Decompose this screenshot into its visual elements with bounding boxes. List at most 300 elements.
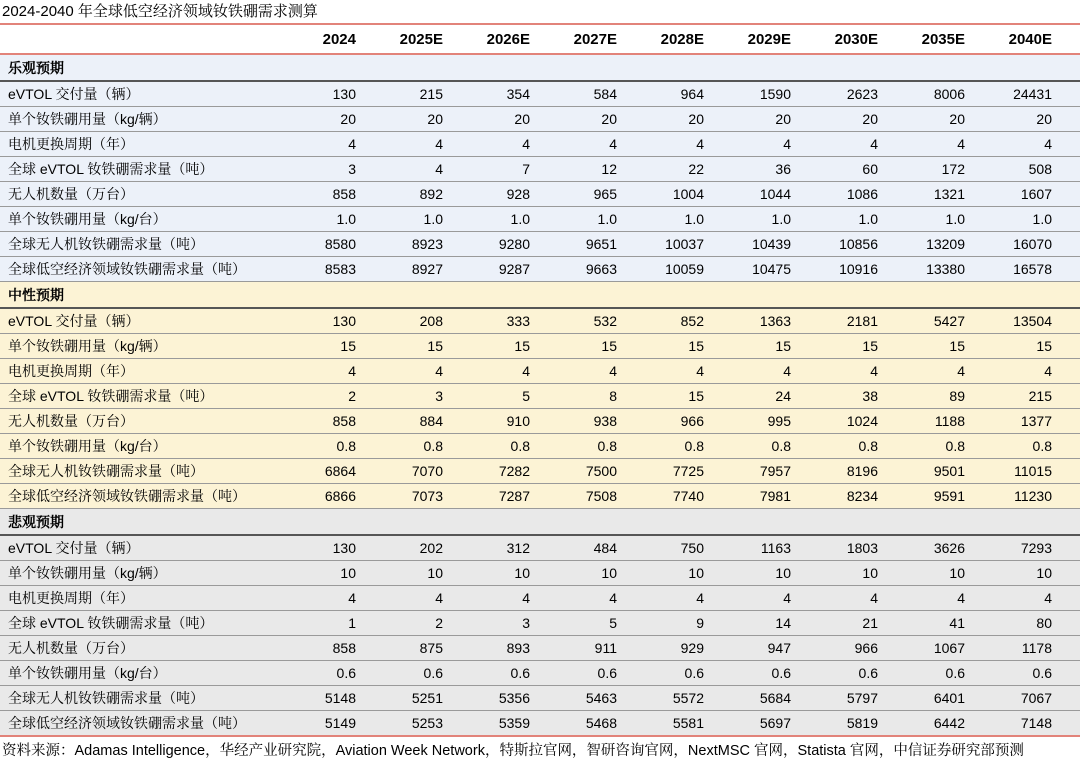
value-cell: 14 — [775, 615, 791, 631]
row-label: 无人机数量（万台） — [8, 640, 134, 656]
section-title: 悲观预期 — [8, 513, 64, 530]
spacer-cell — [1052, 207, 1080, 232]
value-cell: 1163 — [760, 540, 791, 556]
value-cell: 10 — [514, 565, 530, 581]
value-cell: 15 — [688, 388, 704, 404]
year-column-header: 2024 — [322, 30, 356, 48]
value-cell: 11230 — [1014, 488, 1052, 504]
value-cell: 1004 — [672, 186, 704, 202]
value-cell: 5149 — [324, 715, 356, 731]
value-cell: 858 — [332, 413, 356, 429]
value-cell: 1.0 — [423, 211, 443, 227]
spacer-cell — [1052, 636, 1080, 661]
row-label: 全球低空经济领域钕铁硼需求量（吨） — [8, 488, 246, 504]
value-cell: 4 — [870, 590, 878, 606]
value-cell: 8923 — [411, 236, 443, 252]
spacer-cell — [1052, 232, 1080, 257]
value-cell: 9287 — [498, 261, 530, 277]
row-label: eVTOL 交付量（辆） — [8, 313, 140, 329]
spacer-cell — [1052, 611, 1080, 636]
value-cell: 3 — [348, 161, 356, 177]
value-cell: 6401 — [933, 690, 965, 706]
value-cell: 7287 — [498, 488, 530, 504]
value-cell: 15 — [514, 338, 530, 354]
value-cell: 2623 — [846, 86, 878, 102]
value-cell: 8196 — [846, 463, 878, 479]
value-cell: 7500 — [585, 463, 617, 479]
spacer-cell — [1052, 535, 1080, 561]
value-cell: 4 — [609, 590, 617, 606]
value-cell: 9 — [696, 615, 704, 631]
year-column-header: 2029E — [747, 30, 791, 48]
value-cell: 965 — [593, 186, 617, 202]
table-row — [0, 434, 1080, 459]
table-row — [0, 561, 1080, 586]
value-cell: 333 — [506, 313, 530, 329]
table-row — [0, 484, 1080, 509]
table-row — [0, 107, 1080, 132]
value-cell: 1044 — [759, 186, 791, 202]
value-cell: 5427 — [933, 313, 965, 329]
value-cell: 0.8 — [597, 438, 617, 454]
value-cell: 20 — [514, 111, 530, 127]
value-cell: 10037 — [665, 236, 704, 252]
row-label: eVTOL 交付量（辆） — [8, 540, 140, 556]
value-cell: 1590 — [759, 86, 791, 102]
row-label: 单个钕铁硼用量（kg/辆） — [8, 565, 167, 581]
value-cell: 3626 — [933, 540, 965, 556]
value-cell: 8006 — [933, 86, 965, 102]
value-cell: 0.8 — [945, 438, 965, 454]
value-cell: 2 — [435, 615, 443, 631]
value-cell: 3 — [435, 388, 443, 404]
spacer-cell — [1052, 384, 1080, 409]
value-cell: 0.6 — [597, 665, 617, 681]
value-cell: 7073 — [411, 488, 443, 504]
value-cell: 928 — [506, 186, 530, 202]
value-cell: 4 — [1044, 590, 1052, 606]
value-cell: 60 — [862, 161, 878, 177]
source-note: 资料来源：Adamas Intelligence，华经产业研究院，Aviation Week Network，特斯拉官网，智研咨询官网，NextMSC 官网，Statista 官网，中信证券研究部预测 — [2, 743, 1024, 759]
value-cell: 20 — [601, 111, 617, 127]
page-title: 2024-2040 年全球低空经济领域钕铁硼需求测算 — [2, 3, 318, 20]
value-cell: 966 — [680, 413, 704, 429]
value-cell: 6864 — [324, 463, 356, 479]
spacer-cell — [1052, 686, 1080, 711]
value-cell: 5253 — [411, 715, 443, 731]
spacer-cell — [1052, 484, 1080, 509]
value-cell: 10 — [427, 565, 443, 581]
value-cell: 4 — [783, 363, 791, 379]
value-cell: 875 — [419, 640, 443, 656]
value-cell: 1.0 — [945, 211, 965, 227]
value-cell: 20 — [688, 111, 704, 127]
value-cell: 1.0 — [336, 211, 356, 227]
value-cell: 89 — [949, 388, 965, 404]
value-cell: 5468 — [585, 715, 617, 731]
row-label: 电机更换周期（年） — [8, 136, 134, 152]
table-body — [0, 54, 1080, 736]
spacer-cell — [1052, 107, 1080, 132]
table-row — [0, 334, 1080, 359]
value-cell: 5 — [522, 388, 530, 404]
value-cell: 1.0 — [510, 211, 530, 227]
table-row — [0, 81, 1080, 107]
value-cell: 5581 — [672, 715, 704, 731]
value-cell: 5356 — [498, 690, 530, 706]
value-cell: 484 — [593, 540, 617, 556]
value-cell: 7957 — [759, 463, 791, 479]
value-cell: 1.0 — [597, 211, 617, 227]
value-cell: 20 — [427, 111, 443, 127]
value-cell: 80 — [1036, 615, 1052, 631]
value-cell: 36 — [775, 161, 791, 177]
value-cell: 208 — [419, 313, 443, 329]
value-cell: 964 — [680, 86, 704, 102]
row-label: 单个钕铁硼用量（kg/辆） — [8, 338, 167, 354]
value-cell: 11015 — [1014, 463, 1052, 479]
row-label: 全球 eVTOL 钕铁硼需求量（吨） — [8, 161, 214, 177]
value-cell: 10 — [775, 565, 791, 581]
value-cell: 13209 — [926, 236, 965, 252]
demand-table — [0, 23, 1080, 737]
value-cell: 4 — [522, 136, 530, 152]
value-cell: 15 — [949, 338, 965, 354]
value-cell: 7 — [522, 161, 530, 177]
value-cell: 858 — [332, 186, 356, 202]
table-row — [0, 132, 1080, 157]
spacer-cell — [1052, 711, 1080, 737]
row-label: eVTOL 交付量（辆） — [8, 86, 140, 102]
value-cell: 130 — [332, 86, 356, 102]
value-cell: 5797 — [846, 690, 878, 706]
row-label: 无人机数量（万台） — [8, 186, 134, 202]
value-cell: 4 — [435, 136, 443, 152]
value-cell: 1.0 — [1032, 211, 1052, 227]
value-cell: 5148 — [324, 690, 356, 706]
value-cell: 858 — [332, 640, 356, 656]
table-row — [0, 686, 1080, 711]
row-label: 全球无人机钕铁硼需求量（吨） — [8, 236, 204, 252]
value-cell: 7293 — [1020, 540, 1052, 556]
value-cell: 202 — [419, 540, 443, 556]
table-row — [0, 359, 1080, 384]
value-cell: 0.6 — [510, 665, 530, 681]
value-cell: 0.8 — [1032, 438, 1052, 454]
spacer-cell — [1052, 308, 1080, 334]
value-cell: 215 — [1028, 388, 1052, 404]
row-label: 全球低空经济领域钕铁硼需求量（吨） — [8, 715, 246, 731]
value-cell: 20 — [775, 111, 791, 127]
value-cell: 0.8 — [771, 438, 791, 454]
table-row — [0, 611, 1080, 636]
value-cell: 0.8 — [336, 438, 356, 454]
value-cell: 884 — [419, 413, 443, 429]
value-cell: 7740 — [672, 488, 704, 504]
value-cell: 24431 — [1013, 86, 1052, 102]
value-cell: 8 — [609, 388, 617, 404]
value-cell: 7070 — [411, 463, 443, 479]
spacer-cell — [1052, 586, 1080, 611]
table-row — [0, 207, 1080, 232]
spacer-cell — [1052, 81, 1080, 107]
value-cell: 0.6 — [945, 665, 965, 681]
row-label: 全球无人机钕铁硼需求量（吨） — [8, 463, 204, 479]
value-cell: 1178 — [1021, 640, 1052, 656]
value-cell: 852 — [680, 313, 704, 329]
value-cell: 15 — [688, 338, 704, 354]
value-cell: 6866 — [324, 488, 356, 504]
year-column-header: 2040E — [1008, 30, 1052, 48]
spacer-cell — [1052, 334, 1080, 359]
value-cell: 4 — [348, 136, 356, 152]
table-row — [0, 711, 1080, 737]
value-cell: 1607 — [1020, 186, 1052, 202]
table-row — [0, 257, 1080, 282]
value-cell: 7148 — [1020, 715, 1052, 731]
value-cell: 1067 — [933, 640, 965, 656]
value-cell: 15 — [775, 338, 791, 354]
value-cell: 1188 — [934, 413, 965, 429]
value-cell: 1.0 — [771, 211, 791, 227]
value-cell: 4 — [957, 136, 965, 152]
value-cell: 4 — [348, 590, 356, 606]
value-cell: 0.6 — [423, 665, 443, 681]
table-row — [0, 308, 1080, 334]
value-cell: 7725 — [672, 463, 704, 479]
value-cell: 7067 — [1020, 690, 1052, 706]
value-cell: 5 — [609, 615, 617, 631]
value-cell: 10 — [601, 565, 617, 581]
spacer-cell — [1052, 434, 1080, 459]
value-cell: 5251 — [411, 690, 443, 706]
value-cell: 3 — [522, 615, 530, 631]
value-cell: 4 — [609, 136, 617, 152]
value-cell: 16578 — [1013, 261, 1052, 277]
value-cell: 4 — [435, 363, 443, 379]
value-cell: 0.6 — [684, 665, 704, 681]
value-cell: 0.6 — [1032, 665, 1052, 681]
row-label: 全球低空经济领域钕铁硼需求量（吨） — [8, 261, 246, 277]
value-cell: 8580 — [324, 236, 356, 252]
spacer-cell — [1052, 157, 1080, 182]
value-cell: 215 — [419, 86, 443, 102]
value-cell: 0.8 — [858, 438, 878, 454]
year-header-row — [0, 24, 1080, 54]
year-column-header: 2026E — [486, 30, 530, 48]
year-column-header: 2035E — [921, 30, 965, 48]
value-cell: 1377 — [1020, 413, 1052, 429]
value-cell: 15 — [601, 338, 617, 354]
value-cell: 10856 — [839, 236, 878, 252]
value-cell: 892 — [419, 186, 443, 202]
value-cell: 9651 — [585, 236, 617, 252]
value-cell: 16070 — [1013, 236, 1052, 252]
value-cell: 508 — [1028, 161, 1052, 177]
value-cell: 38 — [862, 388, 878, 404]
spacer-cell — [1052, 257, 1080, 282]
section-header-row — [0, 54, 1080, 81]
value-cell: 10916 — [839, 261, 878, 277]
value-cell: 1.0 — [684, 211, 704, 227]
value-cell: 532 — [593, 313, 617, 329]
table-row — [0, 661, 1080, 686]
value-cell: 0.6 — [771, 665, 791, 681]
value-cell: 4 — [696, 363, 704, 379]
value-cell: 4 — [348, 363, 356, 379]
value-cell: 750 — [680, 540, 704, 556]
value-cell: 947 — [767, 640, 791, 656]
value-cell: 4 — [1044, 363, 1052, 379]
value-cell: 9591 — [933, 488, 965, 504]
value-cell: 4 — [696, 136, 704, 152]
value-cell: 995 — [767, 413, 791, 429]
value-cell: 9663 — [585, 261, 617, 277]
value-cell: 0.8 — [684, 438, 704, 454]
value-cell: 5463 — [585, 690, 617, 706]
value-cell: 1363 — [759, 313, 791, 329]
year-column-header: 2025E — [399, 30, 443, 48]
value-cell: 1803 — [846, 540, 878, 556]
spacer-cell — [1052, 561, 1080, 586]
table-row — [0, 586, 1080, 611]
value-cell: 5684 — [759, 690, 791, 706]
value-cell: 7282 — [498, 463, 530, 479]
year-column-header: 2028E — [660, 30, 704, 48]
value-cell: 7508 — [585, 488, 617, 504]
value-cell: 20 — [862, 111, 878, 127]
section-title: 乐观预期 — [8, 59, 64, 76]
value-cell: 4 — [696, 590, 704, 606]
value-cell: 354 — [506, 86, 530, 102]
spacer-cell — [1052, 182, 1080, 207]
table-row — [0, 459, 1080, 484]
value-cell: 910 — [506, 413, 530, 429]
value-cell: 4 — [957, 590, 965, 606]
value-cell: 4 — [870, 136, 878, 152]
corner-cell — [0, 24, 269, 54]
value-cell: 13380 — [926, 261, 965, 277]
value-cell: 4 — [1044, 136, 1052, 152]
value-cell: 966 — [854, 640, 878, 656]
value-cell: 4 — [870, 363, 878, 379]
value-cell: 4 — [435, 590, 443, 606]
value-cell: 0.8 — [510, 438, 530, 454]
row-label: 单个钕铁硼用量（kg/辆） — [8, 111, 167, 127]
value-cell: 172 — [941, 161, 965, 177]
value-cell: 0.8 — [423, 438, 443, 454]
value-cell: 20 — [949, 111, 965, 127]
value-cell: 4 — [522, 363, 530, 379]
value-cell: 12 — [601, 161, 617, 177]
value-cell: 0.6 — [336, 665, 356, 681]
row-label: 单个钕铁硼用量（kg/台） — [8, 665, 167, 681]
spacer-cell — [1052, 359, 1080, 384]
value-cell: 10439 — [752, 236, 791, 252]
value-cell: 312 — [506, 540, 530, 556]
value-cell: 938 — [593, 413, 617, 429]
value-cell: 10059 — [665, 261, 704, 277]
row-label: 全球 eVTOL 钕铁硼需求量（吨） — [8, 615, 214, 631]
spacer-cell — [1052, 24, 1080, 54]
row-label: 全球 eVTOL 钕铁硼需求量（吨） — [8, 388, 214, 404]
value-cell: 10 — [1036, 565, 1052, 581]
value-cell: 41 — [949, 615, 965, 631]
spacer-cell — [1052, 409, 1080, 434]
value-cell: 1321 — [933, 186, 965, 202]
value-cell: 5359 — [498, 715, 530, 731]
value-cell: 15 — [862, 338, 878, 354]
row-label: 全球无人机钕铁硼需求量（吨） — [8, 690, 204, 706]
value-cell: 8234 — [846, 488, 878, 504]
value-cell: 8583 — [324, 261, 356, 277]
value-cell: 4 — [435, 161, 443, 177]
value-cell: 2 — [348, 388, 356, 404]
value-cell: 4 — [957, 363, 965, 379]
value-cell: 13504 — [1013, 313, 1052, 329]
value-cell: 20 — [340, 111, 356, 127]
section-title: 中性预期 — [8, 286, 64, 303]
value-cell: 1 — [348, 615, 356, 631]
value-cell: 5697 — [759, 715, 791, 731]
table-row — [0, 636, 1080, 661]
value-cell: 21 — [862, 615, 878, 631]
value-cell: 2181 — [846, 313, 878, 329]
table-row — [0, 182, 1080, 207]
value-cell: 22 — [688, 161, 704, 177]
table-row — [0, 535, 1080, 561]
row-label: 单个钕铁硼用量（kg/台） — [8, 438, 167, 454]
table-row — [0, 232, 1080, 257]
table-row — [0, 384, 1080, 409]
value-cell: 4 — [783, 590, 791, 606]
section-header-row — [0, 282, 1080, 309]
value-cell: 0.6 — [858, 665, 878, 681]
table-row — [0, 409, 1080, 434]
value-cell: 893 — [506, 640, 530, 656]
value-cell: 8927 — [411, 261, 443, 277]
spacer-cell — [1052, 132, 1080, 157]
value-cell: 20 — [1036, 111, 1052, 127]
value-cell: 10 — [862, 565, 878, 581]
value-cell: 6442 — [933, 715, 965, 731]
value-cell: 15 — [340, 338, 356, 354]
value-cell: 1024 — [846, 413, 878, 429]
row-label: 单个钕铁硼用量（kg/台） — [8, 211, 167, 227]
value-cell: 24 — [775, 388, 791, 404]
value-cell: 584 — [593, 86, 617, 102]
value-cell: 15 — [1036, 338, 1052, 354]
value-cell: 10475 — [752, 261, 791, 277]
value-cell: 911 — [594, 640, 617, 656]
value-cell: 1086 — [846, 186, 878, 202]
value-cell: 9501 — [933, 463, 965, 479]
row-label: 电机更换周期（年） — [8, 590, 134, 606]
row-label: 电机更换周期（年） — [8, 363, 134, 379]
value-cell: 4 — [783, 136, 791, 152]
value-cell: 130 — [332, 313, 356, 329]
section-header-row — [0, 509, 1080, 536]
value-cell: 929 — [680, 640, 704, 656]
value-cell: 7981 — [759, 488, 791, 504]
value-cell: 5572 — [672, 690, 704, 706]
value-cell: 1.0 — [858, 211, 878, 227]
value-cell: 4 — [609, 363, 617, 379]
value-cell: 10 — [688, 565, 704, 581]
spacer-cell — [1052, 661, 1080, 686]
year-column-header: 2027E — [573, 30, 617, 48]
table-row — [0, 157, 1080, 182]
